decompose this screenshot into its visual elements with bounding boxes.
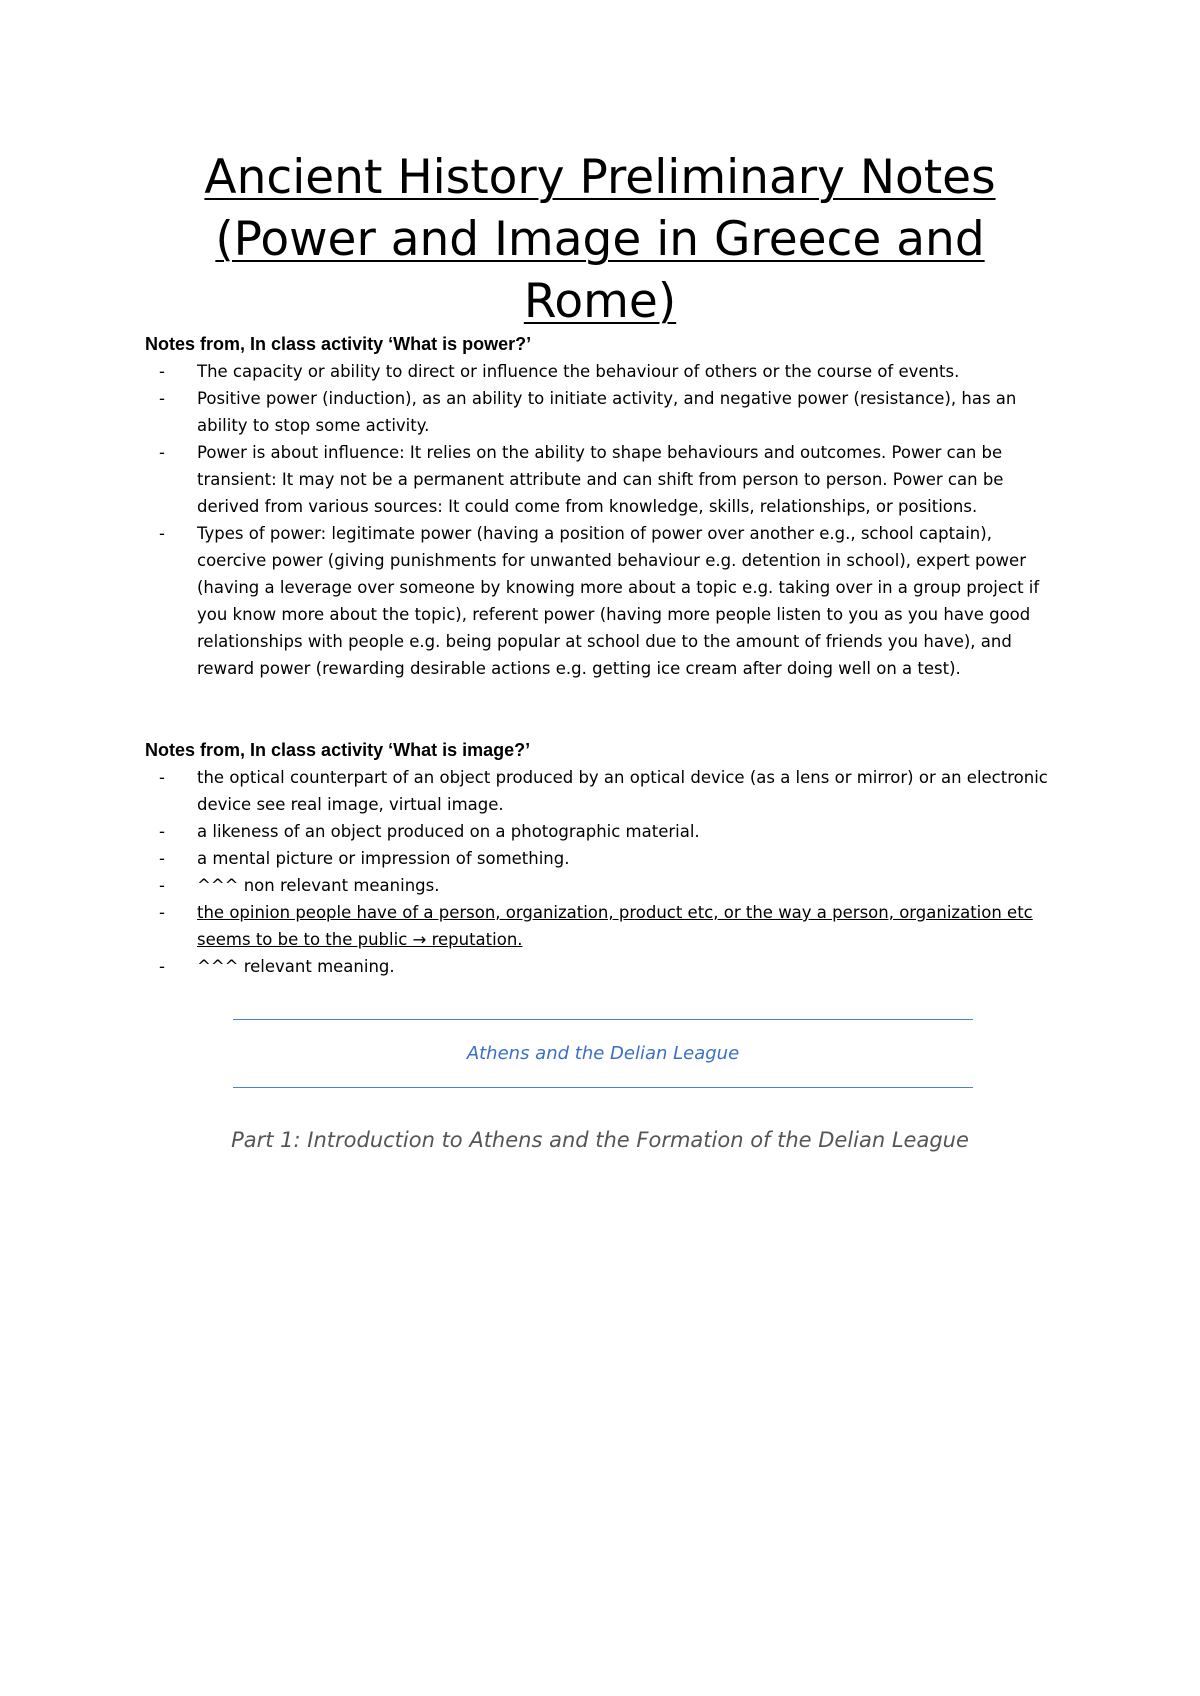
dash-bullet: - (159, 822, 165, 841)
list-item (145, 764, 1065, 818)
image-notes-list (145, 764, 1065, 980)
power-section-heading: Notes from, In class activity ‘What is power?’ (145, 334, 532, 354)
list-item (145, 385, 1065, 439)
title-line-3: Rome) (523, 274, 677, 329)
list-item-text: a mental picture or impression of something. (197, 849, 570, 868)
list-item-text: ^^^ non relevant meanings. (197, 876, 440, 895)
list-item (145, 520, 1065, 682)
list-item-text: The capacity or ability to direct or influence the behaviour of others or the course of events. (197, 362, 960, 381)
dash-bullet: - (159, 389, 165, 408)
list-item (145, 818, 1065, 845)
dash-bullet: - (159, 876, 165, 895)
list-item (145, 358, 1065, 385)
power-notes-list (145, 358, 1065, 682)
list-item (145, 872, 1065, 899)
dash-bullet: - (159, 849, 165, 868)
list-item (145, 845, 1065, 872)
dash-bullet: - (159, 903, 165, 922)
dash-bullet: - (159, 957, 165, 976)
part-heading: Part 1: Introduction to Athens and the Formation of the Delian League (231, 1128, 969, 1152)
dash-bullet: - (159, 524, 165, 543)
document-title (130, 147, 1070, 333)
list-item-text: Power is about influence: It relies on the ability to shape behaviours and outcomes. Power can be transient: It may not be a permanent attribute and can shift from person to person. Power can be derived from various sources: It could come from knowledge, skills, relationships, or positions. (197, 443, 1004, 516)
list-item (145, 953, 1065, 980)
divider-line-bottom (233, 1087, 973, 1088)
list-item-text: Types of power: legitimate power (having a position of power over another e.g., school captain), coercive power (giving punishments for unwanted behaviour e.g. detention in school), expert power (having a leverage over someone by knowing more about a topic e.g. taking over in a group project if you know more about the topic), referent power (having more people listen to you as you have good relationships with people e.g. being popular at school due to the amount of friends you have), and reward power (rewarding desirable actions e.g. getting ice cream after doing well on a test). (197, 524, 1040, 678)
list-item-text: the optical counterpart of an object produced by an optical device (as a lens or mirror) or an electronic device see real image, virtual image. (197, 768, 1048, 814)
title-line-2: (Power and Image in Greece and (215, 212, 985, 267)
image-notes-section (145, 737, 1065, 980)
league-heading: Athens and the Delian League (466, 1043, 740, 1064)
dash-bullet: - (159, 768, 165, 787)
list-item (145, 899, 1065, 953)
divider-line-top (233, 1019, 973, 1020)
title-line-1: Ancient History Preliminary Notes (204, 150, 996, 205)
list-item-text: Positive power (induction), as an ability to initiate activity, and negative power (resistance), has an ability to stop some activity. (197, 389, 1017, 435)
dash-bullet: - (159, 443, 165, 462)
list-item (145, 439, 1065, 520)
list-item-text-underlined: the opinion people have of a person, organization, product etc, or the way a person, organization etc seems to be to the public → reputation. (197, 903, 1033, 949)
power-notes-section (145, 331, 1065, 682)
image-section-heading: Notes from, In class activity ‘What is image?’ (145, 740, 531, 760)
dash-bullet: - (159, 362, 165, 381)
list-item-text: ^^^ relevant meaning. (197, 957, 395, 976)
list-item-text: a likeness of an object produced on a photographic material. (197, 822, 700, 841)
